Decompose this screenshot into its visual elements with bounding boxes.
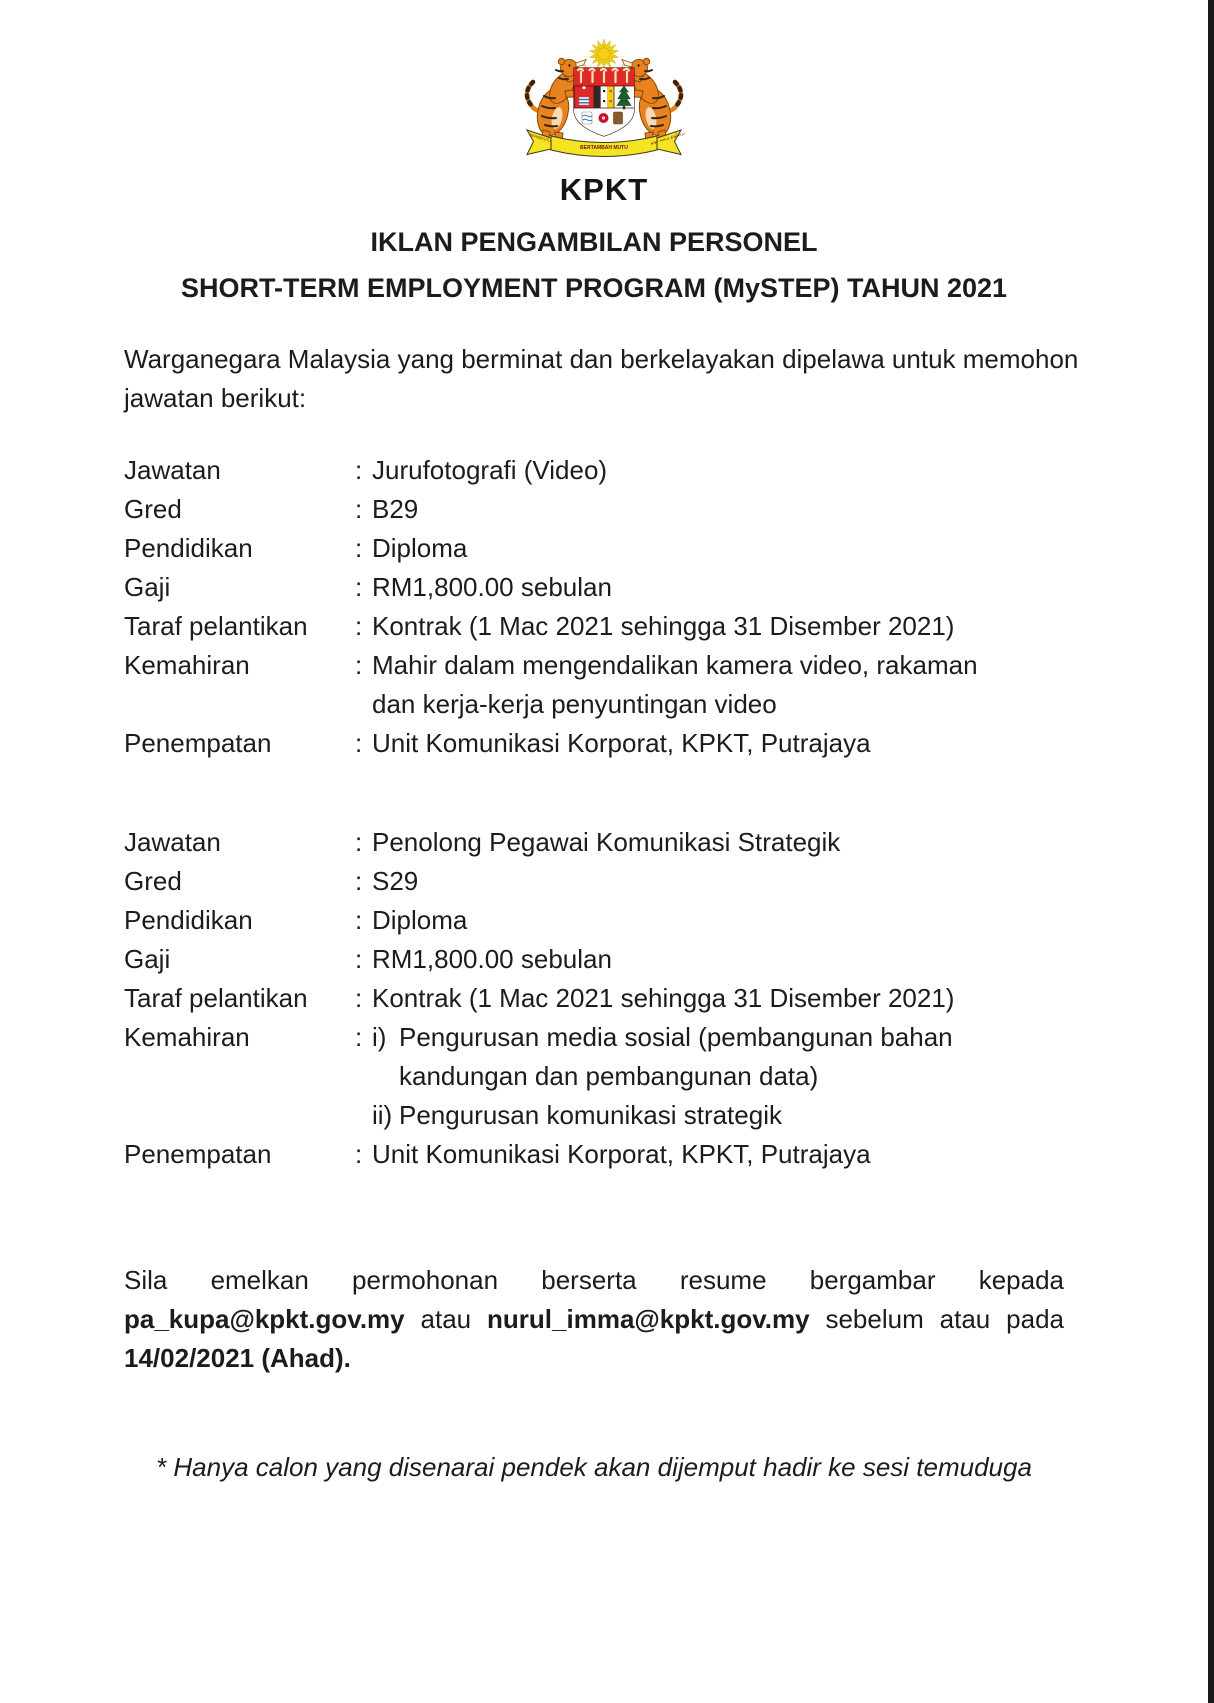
field-label: Jawatan: [124, 455, 221, 485]
field-value: Diploma: [372, 533, 468, 563]
intro-line-1: Warganegara Malaysia yang berminat dan berkelayakan dipelawa untuk memohon: [124, 344, 1079, 374]
field-label: Penempatan: [124, 1139, 272, 1169]
crest-shield: [574, 68, 634, 136]
closing-paragraph: [124, 1261, 1064, 1378]
closing-line-3: [124, 1339, 1064, 1378]
colon-separator: :: [355, 866, 363, 896]
field-value: [372, 1018, 1064, 1135]
value-line: [372, 1096, 1064, 1135]
field-value: Unit Komunikasi Korporat, KPKT, Putrajaya: [372, 728, 871, 758]
job-block-2: [124, 823, 1064, 1174]
org-abbr: KPKT: [559, 172, 649, 207]
word: resume: [679, 1265, 767, 1295]
word: sebelum: [825, 1304, 924, 1334]
motto-center-text: BERTAMBAH MUTU: [580, 145, 628, 151]
colon-separator: :: [355, 650, 363, 680]
colon-separator: :: [355, 1022, 363, 1052]
field-label: Kemahiran: [124, 1022, 250, 1052]
word: permohonan: [352, 1265, 499, 1295]
field-label: Gaji: [124, 572, 171, 602]
colon-separator: :: [355, 827, 363, 857]
masthead: [0, 30, 1208, 208]
field-value: S29: [372, 866, 419, 896]
field-label: Taraf pelantikan: [124, 983, 308, 1013]
field-value: B29: [372, 494, 419, 524]
field-row-pendidikan: [124, 529, 1064, 568]
field-label: Penempatan: [124, 728, 272, 758]
field-value: Kontrak (1 Mac 2021 sehingga 31 Disember 2021): [372, 983, 955, 1013]
colon-separator: :: [355, 494, 363, 524]
colon-separator: :: [355, 455, 363, 485]
list-marker: ii): [372, 1100, 393, 1130]
colon-separator: :: [355, 905, 363, 935]
value-line: [372, 1057, 1064, 1096]
page-edge-shadow: [1208, 0, 1214, 1703]
value-line: [372, 1018, 1064, 1057]
field-row-jawatan: [124, 823, 1064, 862]
closing-line-2: [124, 1300, 1064, 1339]
value-line: Mahir dalam mengendalikan kamera video, rakaman: [372, 650, 978, 680]
field-label: Pendidikan: [124, 905, 253, 935]
field-row-penempatan: [124, 1135, 1064, 1174]
field-row-taraf: [124, 979, 1064, 1018]
field-label: Taraf pelantikan: [124, 611, 308, 641]
email-address: pa_kupa@kpkt.gov.my: [124, 1304, 405, 1334]
word: pada: [1006, 1304, 1064, 1334]
motto-left-text: BERSEKUTU: [529, 132, 552, 144]
value-line: dan kerja-kerja penyuntingan video: [372, 689, 777, 719]
field-label: Kemahiran: [124, 650, 250, 680]
value-text: kandungan dan pembangunan data): [399, 1061, 819, 1091]
field-label: Jawatan: [124, 827, 221, 857]
field-row-jawatan: [124, 451, 1064, 490]
field-row-taraf: [124, 607, 1064, 646]
value-text: Pengurusan komunikasi strategik: [399, 1100, 782, 1130]
title-line-2: SHORT-TERM EMPLOYMENT PROGRAM (MySTEP) TAHUN 2021: [180, 273, 1008, 303]
colon-separator: :: [355, 1139, 363, 1169]
field-row-kemahiran: [124, 1018, 1064, 1135]
kpkt-crest-logo: [499, 30, 709, 170]
field-value: Unit Komunikasi Korporat, KPKT, Putrajaya: [372, 1139, 871, 1169]
job-block-1: [124, 451, 1064, 763]
word: atau: [420, 1304, 472, 1334]
field-label: Pendidikan: [124, 533, 253, 563]
field-row-gred: [124, 490, 1064, 529]
colon-separator: :: [355, 611, 363, 641]
field-value: Jurufotografi (Video): [372, 455, 608, 485]
list-marker: [372, 1057, 399, 1096]
field-label: Gred: [124, 866, 182, 896]
field-label: Gaji: [124, 944, 171, 974]
intro-line-2: jawatan berikut:: [124, 383, 307, 413]
intro-paragraph: [124, 340, 1079, 418]
colon-separator: :: [355, 983, 363, 1013]
field-value: RM1,800.00 sebulan: [372, 572, 612, 602]
value-text: Pengurusan media sosial (pembangunan bahan: [399, 1022, 953, 1052]
field-value: [372, 646, 1064, 724]
field-value: Kontrak (1 Mac 2021 sehingga 31 Disember 2021): [372, 611, 955, 641]
closing-line-1: [124, 1261, 1064, 1300]
document-title: [124, 225, 1064, 305]
colon-separator: :: [355, 533, 363, 563]
field-label: Gred: [124, 494, 182, 524]
colon-separator: :: [355, 572, 363, 602]
email-address: nurul_imma@kpkt.gov.my: [487, 1304, 810, 1334]
list-marker: i): [372, 1022, 387, 1052]
field-row-pendidikan: [124, 901, 1064, 940]
field-value: Penolong Pegawai Komunikasi Strategik: [372, 827, 841, 857]
motto-jawi-text: برسكوتو برتمبه موتو: [649, 129, 686, 146]
field-value: Diploma: [372, 905, 468, 935]
word: emelkan: [210, 1265, 309, 1295]
field-value: RM1,800.00 sebulan: [372, 944, 612, 974]
colon-separator: :: [355, 728, 363, 758]
deadline-date: 14/02/2021 (Ahad).: [124, 1343, 351, 1373]
word: Sila: [124, 1265, 168, 1295]
field-row-gaji: [124, 568, 1064, 607]
word: kepada: [978, 1265, 1064, 1295]
footnote: * Hanya calon yang disenarai pendek akan dijemput hadir ke sesi temuduga: [156, 1452, 1032, 1482]
word: berserta: [541, 1265, 637, 1295]
word: atau: [939, 1304, 991, 1334]
field-row-gaji: [124, 940, 1064, 979]
word: bergambar: [809, 1265, 936, 1295]
title-line-1: IKLAN PENGAMBILAN PERSONEL: [370, 227, 818, 257]
field-row-gred: [124, 862, 1064, 901]
colon-separator: :: [355, 944, 363, 974]
field-row-penempatan: [124, 724, 1064, 763]
field-row-kemahiran: [124, 646, 1064, 724]
